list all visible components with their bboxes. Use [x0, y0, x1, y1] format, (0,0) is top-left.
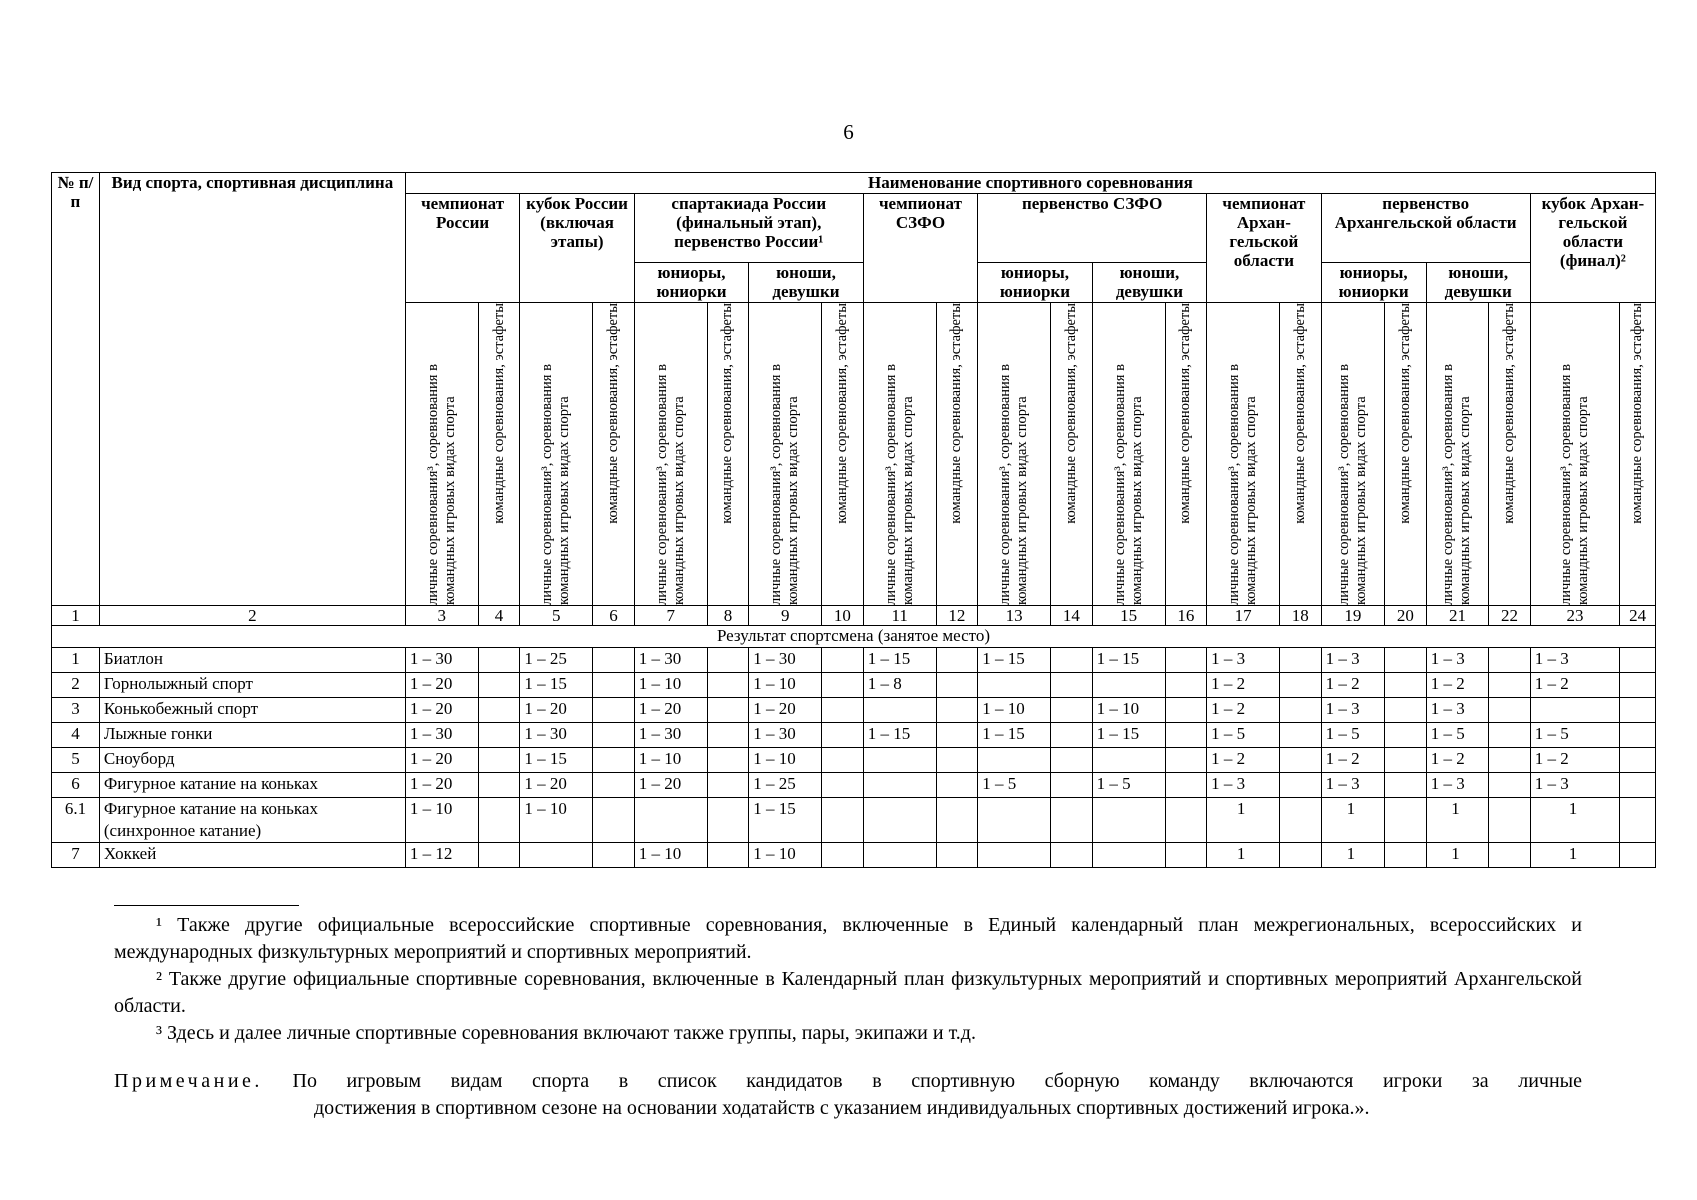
rotated-header-personal-text: личные соревнования³, соревнования в командных игровых видах спорта	[539, 364, 573, 605]
footnote-separator	[114, 905, 299, 906]
row-number: 6.1	[52, 798, 100, 843]
table-row	[52, 748, 1656, 773]
table-cell	[936, 673, 978, 698]
table-cell: 1 – 10	[634, 843, 707, 868]
table-cell: 1 – 20	[405, 673, 478, 698]
table-cell: 1 – 10	[405, 798, 478, 843]
sport-name: Конькобежный спорт	[99, 698, 405, 723]
note	[114, 1068, 1582, 1122]
header-arkh-champ: чемпионат Архан-гельской области	[1207, 194, 1321, 303]
subheader-juniors: юниоры, юниорки	[634, 263, 748, 303]
rotated-header-personal	[405, 303, 478, 606]
table-cell	[822, 673, 864, 698]
column-number: 15	[1092, 606, 1165, 626]
rotated-header-team	[1385, 303, 1427, 606]
table-cell	[936, 748, 978, 773]
table-cell	[593, 648, 635, 673]
rotated-header-team	[1165, 303, 1207, 606]
table-cell: 1	[1321, 798, 1384, 843]
table-cell	[978, 748, 1051, 773]
table-cell	[1620, 698, 1656, 723]
header-russia-champ: чемпионат России	[405, 194, 519, 303]
table-cell	[1620, 748, 1656, 773]
rotated-header-team-text: командные соревнования, эстафеты	[1396, 303, 1413, 524]
table-cell: 1 – 3	[1321, 648, 1384, 673]
rotated-header-team-text: командные соревнования, эстафеты	[948, 303, 965, 524]
table-cell	[1279, 773, 1321, 798]
rotated-header-personal-text: личные соревнования³, соревнования в командных игровых видах спорта	[424, 364, 458, 605]
footnote-2: ² Также другие официальные спортивные соревнования, включенные в Календарный план физкультурных мероприятий и спортивных мероприятий Архангельской области.	[114, 968, 1582, 1017]
rotated-header-team-text: командные соревнования, эстафеты	[719, 303, 736, 524]
subheader-youth: юноши, девушки	[1092, 263, 1206, 303]
table-cell	[1385, 648, 1427, 673]
table-cell	[1385, 698, 1427, 723]
table-cell: 1 – 15	[1092, 648, 1165, 673]
header-szfo-first: первенство СЗФО	[978, 194, 1207, 263]
table-cell	[822, 723, 864, 748]
table-cell	[520, 843, 593, 868]
table-cell: 1 – 10	[749, 843, 822, 868]
row-number: 5	[52, 748, 100, 773]
table-cell	[1620, 673, 1656, 698]
table-cell: 1 – 15	[749, 798, 822, 843]
header-russia-cup: кубок России (включая этапы)	[520, 194, 634, 303]
row-number: 7	[52, 843, 100, 868]
table-cell: 1 – 20	[634, 698, 707, 723]
table-cell	[1092, 798, 1165, 843]
table-cell	[863, 773, 936, 798]
sport-name: Фигурное катание на коньках	[99, 773, 405, 798]
sport-name: Сноуборд	[99, 748, 405, 773]
subheader-juniors: юниоры, юниорки	[978, 263, 1092, 303]
table-cell	[936, 698, 978, 723]
table-cell	[1165, 843, 1207, 868]
rotated-header-team-text: командные соревнования, эстафеты	[1062, 303, 1079, 524]
table-cell: 1 – 10	[520, 798, 593, 843]
rotated-header-team	[478, 303, 520, 606]
table-cell: 1 – 8	[863, 673, 936, 698]
rotated-header-personal	[749, 303, 822, 606]
table-cell	[593, 723, 635, 748]
sport-name: Лыжные гонки	[99, 723, 405, 748]
table-cell	[707, 673, 749, 698]
table-cell	[1530, 698, 1620, 723]
table-cell: 1 – 5	[1321, 723, 1384, 748]
table-cell	[707, 748, 749, 773]
competition-table	[51, 172, 1656, 868]
table-cell	[478, 773, 520, 798]
table-cell: 1 – 2	[1426, 748, 1488, 773]
table-cell: 1 – 30	[634, 648, 707, 673]
column-number: 14	[1051, 606, 1093, 626]
header-sport: Вид спорта, спортивная дисциплина	[99, 173, 405, 606]
rotated-header-team-text: командные соревнования, эстафеты	[833, 303, 850, 524]
table-cell	[1489, 843, 1531, 868]
table-cell	[707, 648, 749, 673]
table-cell: 1 – 20	[405, 748, 478, 773]
footnote-1: ¹ Также другие официальные всероссийские спортивные соревнования, включенные в Единый календарный план межрегиональных, всероссийских и международных физкультурных мероприятий и спортивных мероприятий.	[114, 914, 1582, 963]
table-cell	[478, 843, 520, 868]
table-cell	[936, 723, 978, 748]
table-cell: 1 – 15	[863, 723, 936, 748]
rotated-header-personal	[863, 303, 936, 606]
table-cell	[1051, 698, 1093, 723]
table-cell	[822, 748, 864, 773]
table-cell: 1 – 2	[1426, 673, 1488, 698]
rotated-header-team-text: командные соревнования, эстафеты	[1500, 303, 1517, 524]
sport-name: Хоккей	[99, 843, 405, 868]
table-cell	[1279, 843, 1321, 868]
column-number: 5	[520, 606, 593, 626]
table-cell	[1279, 723, 1321, 748]
table-cell	[593, 673, 635, 698]
subheader-juniors: юниоры, юниорки	[1321, 263, 1426, 303]
column-number: 22	[1489, 606, 1531, 626]
table-cell	[1165, 648, 1207, 673]
column-number: 16	[1165, 606, 1207, 626]
header-competition-name: Наименование спортивного соревнования	[405, 173, 1655, 194]
table-cell: 1 – 30	[749, 723, 822, 748]
table-cell: 1 – 10	[634, 673, 707, 698]
column-number-row	[52, 606, 1656, 626]
table-cell	[936, 648, 978, 673]
column-number: 11	[863, 606, 936, 626]
table-cell: 1 – 10	[978, 698, 1051, 723]
row-number: 3	[52, 698, 100, 723]
table-cell	[1620, 723, 1656, 748]
rotated-header-team	[593, 303, 635, 606]
table-cell	[1620, 798, 1656, 843]
table-cell	[1051, 798, 1093, 843]
table-cell	[863, 698, 936, 723]
table-cell: 1 – 12	[405, 843, 478, 868]
rotated-header-personal-text: личные соревнования³, соревнования в командных игровых видах спорта	[1440, 364, 1474, 605]
table-cell: 1 – 3	[1530, 773, 1620, 798]
page-number: 6	[843, 120, 854, 144]
note-text-1: По игровым видам спорта в список кандидатов в спортивную сборную команду включаются игроки за личные	[292, 1070, 1582, 1092]
table-cell: 1 – 10	[634, 748, 707, 773]
table-cell: 1 – 30	[749, 648, 822, 673]
rotated-header-team-text: командные соревнования, эстафеты	[1629, 303, 1646, 524]
table-cell: 1	[1530, 843, 1620, 868]
header-arkh-first: первенство Архангельской области	[1321, 194, 1530, 263]
table-cell	[1051, 748, 1093, 773]
table-cell	[478, 648, 520, 673]
table-cell	[822, 773, 864, 798]
table-cell: 1 – 3	[1207, 648, 1280, 673]
table-cell	[1165, 748, 1207, 773]
table-row	[52, 798, 1656, 843]
table-cell	[978, 843, 1051, 868]
row-number: 1	[52, 648, 100, 673]
column-number: 18	[1279, 606, 1321, 626]
rotated-header-personal-text: личные соревнования³, соревнования в командных игровых видах спорта	[768, 364, 802, 605]
table-cell: 1 – 5	[1207, 723, 1280, 748]
table-cell	[478, 673, 520, 698]
rotated-header-team-text: командные соревнования, эстафеты	[1177, 303, 1194, 524]
table-cell: 1 – 2	[1207, 673, 1280, 698]
subheader-youth: юноши, девушки	[749, 263, 863, 303]
table-cell: 1 – 2	[1530, 748, 1620, 773]
rotated-header-personal-text: личные соревнования³, соревнования в командных игровых видах спорта	[1335, 364, 1369, 605]
table-cell	[634, 798, 707, 843]
rotated-header-team	[822, 303, 864, 606]
table-cell	[1051, 773, 1093, 798]
rotated-header-personal-text: личные соревнования³, соревнования в командных игровых видах спорта	[997, 364, 1031, 605]
row-number: 2	[52, 673, 100, 698]
table-cell	[1051, 843, 1093, 868]
table-cell	[593, 843, 635, 868]
column-number: 20	[1385, 606, 1427, 626]
table-cell	[936, 773, 978, 798]
table-cell	[1385, 723, 1427, 748]
rotated-header-personal	[1321, 303, 1384, 606]
rotated-header-team-text: командные соревнования, эстафеты	[1291, 303, 1308, 524]
table-cell: 1 – 3	[1530, 648, 1620, 673]
table-cell: 1 – 25	[520, 648, 593, 673]
table-cell	[707, 843, 749, 868]
rotated-header-team-text: командные соревнования, эстафеты	[604, 303, 621, 524]
table-cell	[1165, 773, 1207, 798]
table-cell: 1 – 10	[749, 673, 822, 698]
table-cell	[478, 798, 520, 843]
table-cell	[1620, 648, 1656, 673]
rotated-header-team-text: командные соревнования, эстафеты	[490, 303, 507, 524]
note-text-2: достижения в спортивном сезоне на основании ходатайств с указанием индивидуальных спортивных достижений игрока.».	[314, 1097, 1370, 1119]
footnote-3: ³ Здесь и далее личные спортивные соревнования включают также группы, пары, экипажи и т.д.	[156, 1022, 976, 1044]
table-row	[52, 698, 1656, 723]
table-cell: 1 – 15	[520, 748, 593, 773]
rotated-header-team	[1620, 303, 1656, 606]
column-number: 19	[1321, 606, 1384, 626]
table-cell	[1489, 773, 1531, 798]
table-cell: 1	[1426, 798, 1488, 843]
table-cell: 1 – 25	[749, 773, 822, 798]
rotated-header-personal-text: личные соревнования³, соревнования в командных игровых видах спорта	[882, 364, 916, 605]
subheader-youth: юноши, девушки	[1426, 263, 1530, 303]
rotated-header-team	[1051, 303, 1093, 606]
table-cell: 1 – 20	[520, 698, 593, 723]
table-cell: 1 – 2	[1321, 748, 1384, 773]
column-number: 21	[1426, 606, 1488, 626]
table-cell	[1092, 748, 1165, 773]
column-number: 7	[634, 606, 707, 626]
table-cell	[863, 843, 936, 868]
table-cell	[1489, 723, 1531, 748]
table-cell	[863, 798, 936, 843]
table-cell	[1051, 673, 1093, 698]
rotated-header-personal	[1426, 303, 1488, 606]
table-cell	[1279, 698, 1321, 723]
header-szfo-champ: чемпионат СЗФО	[863, 194, 977, 303]
table-cell	[478, 723, 520, 748]
column-number: 24	[1620, 606, 1656, 626]
table-cell	[1489, 798, 1531, 843]
table-cell: 1 – 5	[1092, 773, 1165, 798]
table-cell: 1 – 15	[978, 723, 1051, 748]
table-cell: 1 – 30	[520, 723, 593, 748]
table-cell: 1 – 5	[1426, 723, 1488, 748]
table-cell: 1 – 20	[634, 773, 707, 798]
table-cell	[822, 843, 864, 868]
column-number: 4	[478, 606, 520, 626]
table-cell	[593, 798, 635, 843]
header-spartakiad: спартакиада России (финальный этап), первенство России¹	[634, 194, 863, 263]
column-number: 8	[707, 606, 749, 626]
column-number: 23	[1530, 606, 1620, 626]
table-cell: 1 – 5	[1530, 723, 1620, 748]
table-cell	[1385, 673, 1427, 698]
table-cell: 1 – 2	[1530, 673, 1620, 698]
table-cell	[822, 798, 864, 843]
table-cell: 1 – 5	[978, 773, 1051, 798]
sport-name: Биатлон	[99, 648, 405, 673]
table-cell	[707, 798, 749, 843]
table-cell	[1489, 698, 1531, 723]
table-cell	[707, 773, 749, 798]
rotated-header-personal-text: личные соревнования³, соревнования в командных игровых видах спорта	[1226, 364, 1260, 605]
rotated-header-team	[936, 303, 978, 606]
table-row	[52, 648, 1656, 673]
table-row	[52, 843, 1656, 868]
column-number: 1	[52, 606, 100, 626]
rotated-header-personal	[634, 303, 707, 606]
table-row	[52, 673, 1656, 698]
table-cell: 1 – 15	[520, 673, 593, 698]
table-cell	[1051, 648, 1093, 673]
rotated-header-personal-text: личные соревнования³, соревнования в командных игровых видах спорта	[1558, 364, 1592, 605]
table-cell: 1 – 20	[749, 698, 822, 723]
table-cell	[478, 748, 520, 773]
table-cell: 1 – 3	[1207, 773, 1280, 798]
table-cell: 1 – 30	[634, 723, 707, 748]
table-cell	[1279, 748, 1321, 773]
note-label: Примечание.	[114, 1070, 263, 1092]
table-cell: 1	[1207, 843, 1280, 868]
column-number: 12	[936, 606, 978, 626]
rotated-header-personal	[978, 303, 1051, 606]
table-cell: 1 – 10	[749, 748, 822, 773]
table-cell	[1620, 843, 1656, 868]
table-cell	[936, 798, 978, 843]
table-cell	[1489, 673, 1531, 698]
table-cell	[1051, 723, 1093, 748]
table-cell	[1385, 798, 1427, 843]
rotated-header-personal	[520, 303, 593, 606]
table-cell	[593, 698, 635, 723]
table-cell	[1385, 773, 1427, 798]
table-row	[52, 773, 1656, 798]
column-number: 13	[978, 606, 1051, 626]
header-arkh-cup: кубок Архан-гельской области (финал)²	[1530, 194, 1655, 303]
table-cell	[593, 773, 635, 798]
rotated-header-personal-text: личные соревнования³, соревнования в командных игровых видах спорта	[653, 364, 687, 605]
table-cell	[936, 843, 978, 868]
column-number: 2	[99, 606, 405, 626]
table-cell	[1092, 673, 1165, 698]
table-cell	[1385, 748, 1427, 773]
table-cell: 1 – 30	[405, 648, 478, 673]
table-cell	[822, 698, 864, 723]
row-number: 6	[52, 773, 100, 798]
table-cell	[863, 748, 936, 773]
rotated-header-personal	[1092, 303, 1165, 606]
table-cell: 1 – 3	[1426, 648, 1488, 673]
rotated-header-team	[1279, 303, 1321, 606]
sport-name: Горнолыжный спорт	[99, 673, 405, 698]
table-cell	[707, 698, 749, 723]
footnotes	[114, 912, 1582, 1047]
column-number: 17	[1207, 606, 1280, 626]
table-cell	[478, 698, 520, 723]
table-cell: 1 – 20	[405, 698, 478, 723]
table-cell	[593, 748, 635, 773]
table-cell	[978, 798, 1051, 843]
table-cell	[1279, 673, 1321, 698]
section-title: Результат спортсмена (занятое место)	[52, 626, 1656, 648]
table-cell: 1 – 15	[1092, 723, 1165, 748]
table-cell: 1 – 20	[405, 773, 478, 798]
rotated-header-personal	[1207, 303, 1280, 606]
table-cell: 1 – 15	[978, 648, 1051, 673]
table-cell: 1 – 3	[1426, 773, 1488, 798]
table-cell	[707, 723, 749, 748]
table-cell	[1092, 843, 1165, 868]
sport-name: Фигурное катание на коньках (синхронное катание)	[99, 798, 405, 843]
table-cell	[1165, 673, 1207, 698]
rotated-header-team	[1489, 303, 1531, 606]
table-cell	[1165, 698, 1207, 723]
table-cell	[978, 673, 1051, 698]
table-cell: 1	[1426, 843, 1488, 868]
table-cell	[1385, 843, 1427, 868]
table-cell: 1 – 2	[1207, 698, 1280, 723]
row-number: 4	[52, 723, 100, 748]
column-number: 10	[822, 606, 864, 626]
table-cell: 1	[1530, 798, 1620, 843]
table-cell	[1165, 723, 1207, 748]
table-cell	[1489, 648, 1531, 673]
column-number: 6	[593, 606, 635, 626]
table-cell: 1 – 30	[405, 723, 478, 748]
table-row	[52, 723, 1656, 748]
rotated-header-team	[707, 303, 749, 606]
table-cell: 1 – 10	[1092, 698, 1165, 723]
table-cell	[822, 648, 864, 673]
table-cell: 1 – 2	[1321, 673, 1384, 698]
header-num: № п/п	[52, 173, 100, 606]
table-cell: 1 – 20	[520, 773, 593, 798]
rotated-header-personal-text: личные соревнования³, соревнования в командных игровых видах спорта	[1111, 364, 1145, 605]
table-cell: 1	[1207, 798, 1280, 843]
table-cell: 1 – 15	[863, 648, 936, 673]
rotated-header-personal	[1530, 303, 1620, 606]
table-cell	[1279, 798, 1321, 843]
table-cell	[1279, 648, 1321, 673]
table-cell	[1620, 773, 1656, 798]
table-cell: 1 – 3	[1426, 698, 1488, 723]
table-cell: 1	[1321, 843, 1384, 868]
column-number: 9	[749, 606, 822, 626]
table-cell: 1 – 3	[1321, 698, 1384, 723]
table-cell	[1489, 748, 1531, 773]
column-number: 3	[405, 606, 478, 626]
table-cell	[1165, 798, 1207, 843]
table-cell: 1 – 3	[1321, 773, 1384, 798]
table-cell: 1 – 2	[1207, 748, 1280, 773]
note-line-1	[114, 1068, 1582, 1095]
